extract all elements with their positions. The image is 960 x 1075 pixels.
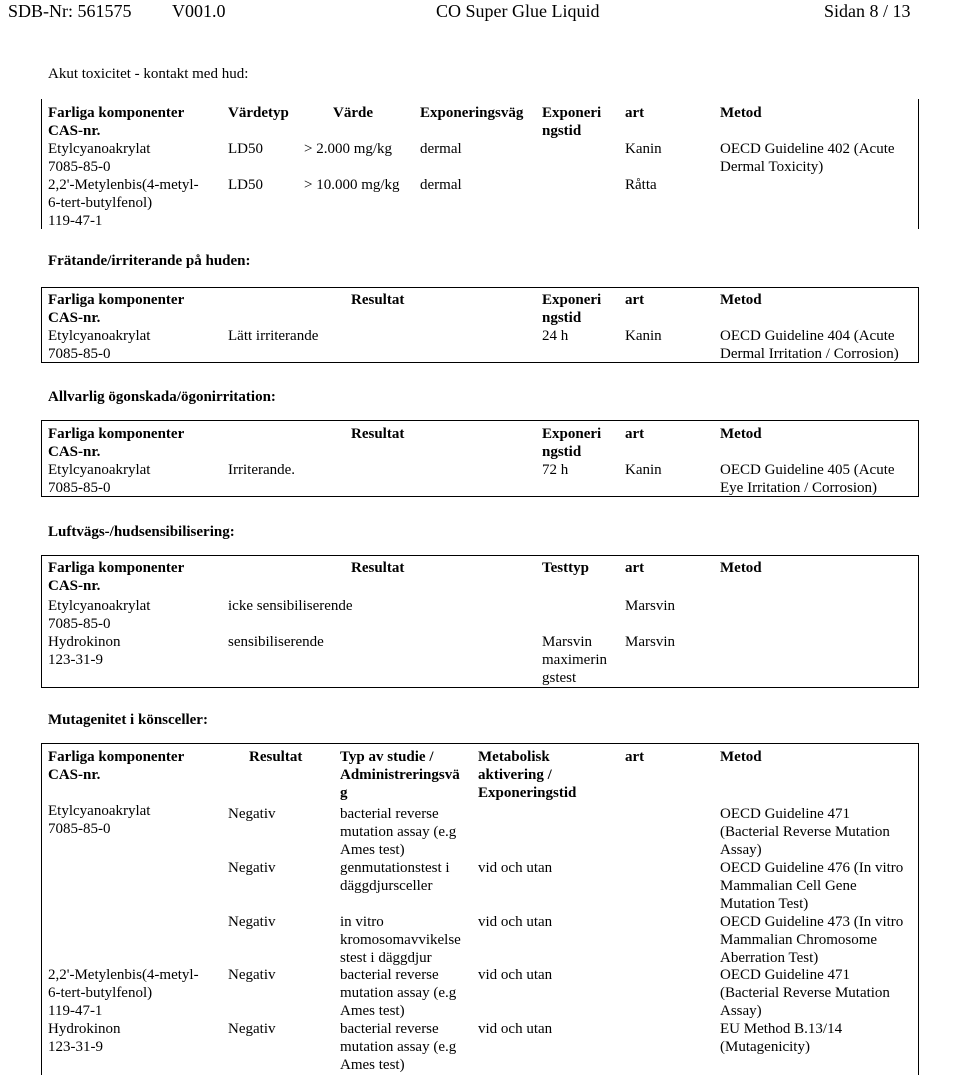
header-exponeringstid-cont: ngstid — [542, 310, 582, 326]
study-type: in vitro — [340, 914, 384, 930]
table-border-left — [41, 555, 42, 688]
species: Kanin — [625, 141, 662, 157]
header-studietyp: Typ av studie / — [340, 749, 434, 765]
study-type-cont: Ames test) — [340, 1057, 405, 1073]
value: > 10.000 mg/kg — [304, 177, 400, 193]
header-metod: Metod — [720, 105, 762, 121]
method-cont: Eye Irritation / Corrosion) — [720, 480, 878, 496]
table-border-top — [41, 743, 919, 744]
header-resultat: Resultat — [351, 292, 405, 308]
study-type-cont: Ames test) — [340, 842, 405, 858]
method-cont: Dermal Toxicity) — [720, 159, 824, 175]
header-varde: Värde — [333, 105, 373, 121]
header-components: Farliga komponenter — [48, 560, 185, 576]
table-border-top — [41, 420, 919, 421]
table-border-left — [41, 743, 42, 1075]
header-metod: Metod — [720, 426, 762, 442]
header-exponeringstid: Exponeri — [542, 105, 602, 121]
sdb-number: SDB-Nr: 561575 — [8, 1, 132, 21]
table-border-top — [41, 555, 919, 556]
header-resultat: Resultat — [351, 560, 405, 576]
method: EU Method B.13/14 — [720, 1021, 843, 1037]
cas-number: 7085-85-0 — [48, 346, 111, 362]
cas-number: 7085-85-0 — [48, 616, 111, 632]
header-components: Farliga komponenter — [48, 426, 185, 442]
value: > 2.000 mg/kg — [304, 141, 393, 157]
method-cont: Mutation Test) — [720, 896, 809, 912]
study-type-cont: stest i däggdjur — [340, 950, 432, 966]
study-type-cont: däggdjursceller — [340, 878, 433, 894]
study-type-cont: mutation assay (e.g — [340, 985, 457, 1001]
result: Lätt irriterande — [228, 328, 319, 344]
header-studietyp-cont: Administreringsvä — [340, 767, 460, 783]
method-cont: Dermal Irritation / Corrosion) — [720, 346, 899, 362]
header-exponeringsvag: Exponeringsväg — [420, 105, 524, 121]
header-cas: CAS-nr. — [48, 767, 101, 783]
metabolic-activation: vid och utan — [478, 1021, 553, 1037]
component-name-cont: 6-tert-butylfenol) — [48, 195, 153, 211]
table-border-right — [918, 287, 919, 363]
result: Negativ — [228, 914, 276, 930]
header-exponeringstid: Exponeri — [542, 292, 602, 308]
component-name: 2,2'-Metylenbis(4-metyl- — [48, 177, 199, 193]
study-type: bacterial reverse — [340, 967, 439, 983]
method-cont: Mammalian Chromosome — [720, 932, 878, 948]
exposure-time: 24 h — [542, 328, 569, 344]
header-metabolisk-cont: aktivering / — [478, 767, 552, 783]
table-border-right — [918, 743, 919, 1075]
result: Negativ — [228, 1021, 276, 1037]
header-exponeringstid-cont: ngstid — [542, 444, 582, 460]
method-cont: Mammalian Cell Gene — [720, 878, 857, 894]
header-exponeringstid-cont: ngstid — [542, 123, 582, 139]
cas-number: 7085-85-0 — [48, 159, 111, 175]
metabolic-activation: vid och utan — [478, 860, 553, 876]
header-resultat: Resultat — [249, 749, 303, 765]
table-border-right — [918, 420, 919, 497]
result: Negativ — [228, 806, 276, 822]
value-type: LD50 — [228, 141, 263, 157]
table-border-top — [41, 287, 919, 288]
header-studietyp-cont: g — [340, 785, 348, 801]
route: dermal — [420, 141, 462, 157]
result: icke sensibiliserende — [228, 598, 353, 614]
header-components: Farliga komponenter — [48, 105, 185, 121]
method-cont: Assay) — [720, 1003, 762, 1019]
method: OECD Guideline 471 — [720, 967, 850, 983]
species: Råtta — [625, 177, 657, 193]
result: sensibiliserende — [228, 634, 324, 650]
cas-number: 119-47-1 — [48, 1003, 103, 1019]
result: Negativ — [228, 967, 276, 983]
study-type-cont: kromosomavvikelse — [340, 932, 461, 948]
method-cont: (Mutagenicity) — [720, 1039, 810, 1055]
component-name: Etylcyanoakrylat — [48, 803, 151, 819]
value-type: LD50 — [228, 177, 263, 193]
header-components: Farliga komponenter — [48, 749, 185, 765]
method-cont: (Bacterial Reverse Mutation — [720, 824, 890, 840]
table-border-left — [41, 287, 42, 363]
result: Negativ — [228, 860, 276, 876]
test-type-cont: gstest — [542, 670, 577, 686]
header-vardetyp: Värdetyp — [228, 105, 289, 121]
method-cont: Aberration Test) — [720, 950, 819, 966]
table-border-right — [918, 555, 919, 688]
section-title: Frätande/irriterande på huden: — [48, 253, 251, 269]
metabolic-activation: vid och utan — [478, 967, 553, 983]
header-cas: CAS-nr. — [48, 578, 101, 594]
section-title: Allvarlig ögonskada/ögonirritation: — [48, 389, 276, 405]
header-art: art — [625, 292, 645, 308]
study-type: bacterial reverse — [340, 806, 439, 822]
method-cont: Assay) — [720, 842, 762, 858]
method: OECD Guideline 471 — [720, 806, 850, 822]
metabolic-activation: vid och utan — [478, 914, 553, 930]
table-border-bottom — [41, 687, 919, 688]
section-title: Akut toxicitet - kontakt med hud: — [48, 66, 249, 82]
version: V001.0 — [172, 1, 226, 21]
table-border-left — [41, 420, 42, 497]
cas-number: 7085-85-0 — [48, 480, 111, 496]
species: Kanin — [625, 328, 662, 344]
header-metod: Metod — [720, 292, 762, 308]
header-cas: CAS-nr. — [48, 444, 101, 460]
header-metod: Metod — [720, 749, 762, 765]
cas-number: 7085-85-0 — [48, 821, 111, 837]
method-cont: (Bacterial Reverse Mutation — [720, 985, 890, 1001]
method: OECD Guideline 404 (Acute — [720, 328, 895, 344]
page-number: Sidan 8 / 13 — [824, 1, 911, 21]
species: Marsvin — [625, 634, 675, 650]
section-title: Luftvägs-/hudsensibilisering: — [48, 524, 235, 540]
study-type: genmutationstest i — [340, 860, 450, 876]
study-type-cont: Ames test) — [340, 1003, 405, 1019]
method: OECD Guideline 405 (Acute — [720, 462, 895, 478]
header-art: art — [625, 105, 645, 121]
header-metabolisk-cont: Exponeringstid — [478, 785, 577, 801]
component-name: Etylcyanoakrylat — [48, 141, 151, 157]
header-components: Farliga komponenter — [48, 292, 185, 308]
component-name: 2,2'-Metylenbis(4-metyl- — [48, 967, 199, 983]
study-type: bacterial reverse — [340, 1021, 439, 1037]
cas-number: 123-31-9 — [48, 652, 103, 668]
header-metabolisk: Metabolisk — [478, 749, 550, 765]
study-type-cont: mutation assay (e.g — [340, 1039, 457, 1055]
component-name-cont: 6-tert-butylfenol) — [48, 985, 153, 1001]
cas-number: 123-31-9 — [48, 1039, 103, 1055]
exposure-time: 72 h — [542, 462, 569, 478]
header-exponeringstid: Exponeri — [542, 426, 602, 442]
component-name: Hydrokinon — [48, 1021, 121, 1037]
header-art: art — [625, 749, 645, 765]
product-name: CO Super Glue Liquid — [436, 1, 600, 21]
method: OECD Guideline 476 (In vitro — [720, 860, 904, 876]
method: OECD Guideline 473 (In vitro — [720, 914, 904, 930]
test-type-cont: maximerin — [542, 652, 607, 668]
section-title: Mutagenitet i könsceller: — [48, 712, 208, 728]
component-name: Etylcyanoakrylat — [48, 328, 151, 344]
result: Irriterande. — [228, 462, 296, 478]
cas-number: 119-47-1 — [48, 213, 103, 229]
method: OECD Guideline 402 (Acute — [720, 141, 895, 157]
table-border-left — [41, 99, 42, 229]
component-name: Etylcyanoakrylat — [48, 462, 151, 478]
species: Marsvin — [625, 598, 675, 614]
test-type: Marsvin — [542, 634, 592, 650]
header-metod: Metod — [720, 560, 762, 576]
header-cas: CAS-nr. — [48, 310, 101, 326]
species: Kanin — [625, 462, 662, 478]
component-name: Hydrokinon — [48, 634, 121, 650]
table-border-right — [918, 99, 919, 229]
header-art: art — [625, 426, 645, 442]
header-resultat: Resultat — [351, 426, 405, 442]
route: dermal — [420, 177, 462, 193]
header-art: art — [625, 560, 645, 576]
header-cas: CAS-nr. — [48, 123, 101, 139]
study-type-cont: mutation assay (e.g — [340, 824, 457, 840]
header-testtyp: Testtyp — [542, 560, 589, 576]
component-name: Etylcyanoakrylat — [48, 598, 151, 614]
